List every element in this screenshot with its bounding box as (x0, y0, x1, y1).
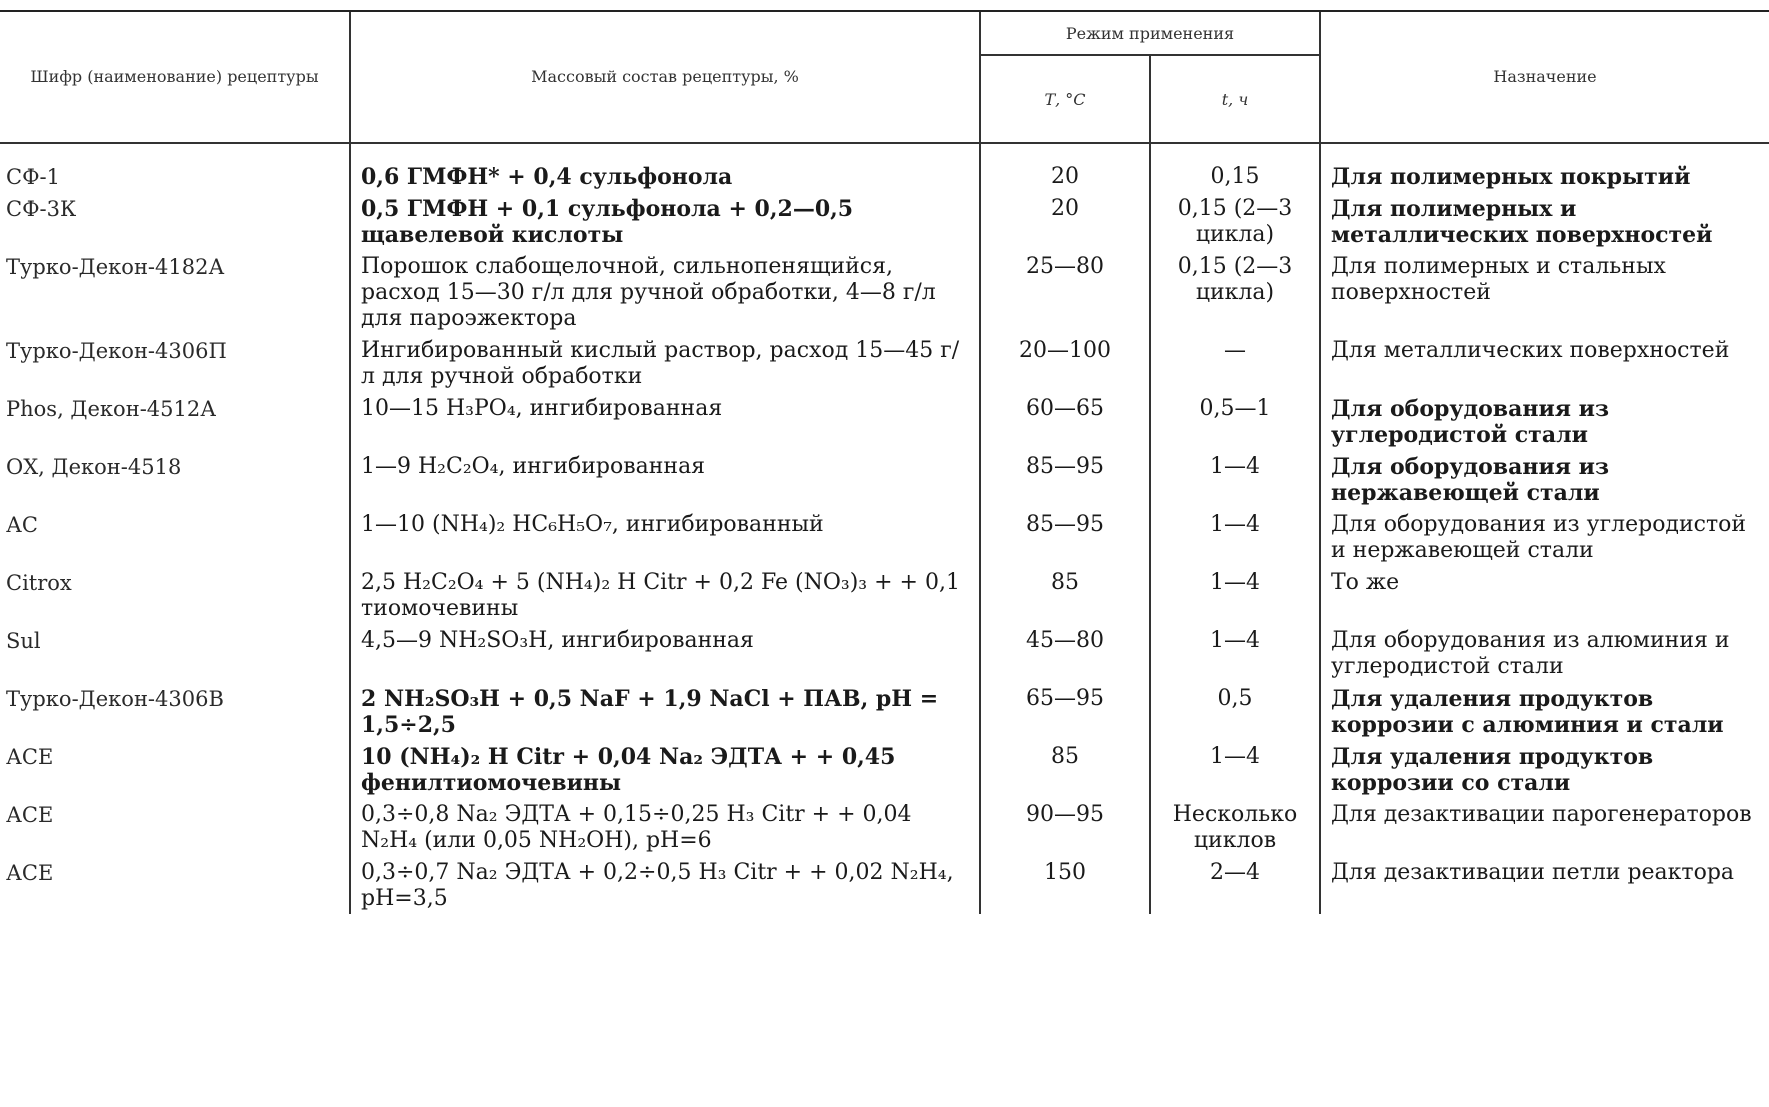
header-composition: Массовый состав рецептуры, % (350, 12, 980, 143)
cell-time: 2—4 (1150, 856, 1320, 914)
cell-composition: Порошок слабощелочной, сильнопенящийся, расход 15—30 г/л для ручной обработки, 4—8 г/л для пароэжектора (350, 250, 980, 334)
cell-purpose: Для полимерных и металлических поверхностей (1320, 192, 1769, 250)
cell-code: Турко-Декон-4182А (0, 250, 350, 334)
cell-temperature: 65—95 (980, 682, 1150, 740)
cell-composition: 0,3÷0,7 Na₂ ЭДТА + 0,2÷0,5 H₃ Citr + + 0,02 N₂H₄, pH=3,5 (350, 856, 980, 914)
cell-composition: 1—9 H₂C₂O₄, ингибированная (350, 450, 980, 508)
cell-time: 0,15 (1150, 143, 1320, 192)
cell-code: Phos, Декон-4512А (0, 392, 350, 450)
cell-temperature: 20 (980, 192, 1150, 250)
header-temperature: Т, °С (980, 55, 1150, 143)
cell-temperature: 85—95 (980, 508, 1150, 566)
cell-temperature: 90—95 (980, 798, 1150, 856)
cell-composition: 0,3÷0,8 Na₂ ЭДТА + 0,15÷0,25 H₃ Citr + + 0,04 N₂H₄ (или 0,05 NH₂OH), pH=6 (350, 798, 980, 856)
cell-purpose: Для дезактивации петли реактора (1320, 856, 1769, 914)
table-row (0, 624, 1769, 682)
cell-composition: 10 (NH₄)₂ H Citr + 0,04 Na₂ ЭДТА + + 0,45 фенилтиомочевины (350, 740, 980, 798)
cell-time: 0,15 (2—3 цикла) (1150, 250, 1320, 334)
header-time: t, ч (1150, 55, 1320, 143)
table-row (0, 450, 1769, 508)
cell-code: Sul (0, 624, 350, 682)
cell-purpose: То же (1320, 566, 1769, 624)
header-purpose: Назначение (1320, 12, 1769, 143)
cell-code: АСЕ (0, 740, 350, 798)
cell-temperature: 45—80 (980, 624, 1150, 682)
cell-purpose: Для оборудования из алюминия и углеродистой стали (1320, 624, 1769, 682)
cell-temperature: 20 (980, 143, 1150, 192)
cell-temperature: 150 (980, 856, 1150, 914)
cell-composition: 2 NH₂SO₃H + 0,5 NaF + 1,9 NaCl + ПАВ, pH = 1,5÷2,5 (350, 682, 980, 740)
cell-time: 0,15 (2—3 цикла) (1150, 192, 1320, 250)
cell-code: СФ-1 (0, 143, 350, 192)
cell-purpose: Для удаления продуктов коррозии со стали (1320, 740, 1769, 798)
cell-temperature: 85 (980, 740, 1150, 798)
cell-composition: 0,6 ГМФН* + 0,4 сульфонола (350, 143, 980, 192)
cell-code: АСЕ (0, 856, 350, 914)
cell-time: 0,5—1 (1150, 392, 1320, 450)
table-row (0, 566, 1769, 624)
cell-purpose: Для оборудования из углеродистой и нержавеющей стали (1320, 508, 1769, 566)
cell-composition: 10—15 H₃PO₄, ингибированная (350, 392, 980, 450)
cell-code: СФ-3К (0, 192, 350, 250)
cell-time: 1—4 (1150, 450, 1320, 508)
cell-composition: 2,5 H₂C₂O₄ + 5 (NH₄)₂ H Citr + 0,2 Fe (NO₃)₃ + + 0,1 тиомочевины (350, 566, 980, 624)
cell-code: АС (0, 508, 350, 566)
cell-purpose: Для оборудования из нержавеющей стали (1320, 450, 1769, 508)
table-row (0, 334, 1769, 392)
table-row (0, 798, 1769, 856)
cell-code: АСЕ (0, 798, 350, 856)
cell-temperature: 60—65 (980, 392, 1150, 450)
table-row (0, 143, 1769, 192)
cell-time: 1—4 (1150, 740, 1320, 798)
table-row (0, 856, 1769, 914)
table-row (0, 192, 1769, 250)
cell-code: Турко-Декон-4306П (0, 334, 350, 392)
cell-composition: Ингибированный кислый раствор, расход 15—45 г/л для ручной обработки (350, 334, 980, 392)
cell-composition: 4,5—9 NH₂SO₃H, ингибированная (350, 624, 980, 682)
cell-code: Citrox (0, 566, 350, 624)
cell-time: 1—4 (1150, 624, 1320, 682)
cell-purpose: Для металлических поверхностей (1320, 334, 1769, 392)
cell-code: ОХ, Декон-4518 (0, 450, 350, 508)
cell-temperature: 25—80 (980, 250, 1150, 334)
cell-time: 1—4 (1150, 508, 1320, 566)
table-row (0, 392, 1769, 450)
table-row (0, 740, 1769, 798)
cell-purpose: Для полимерных и стальных поверхностей (1320, 250, 1769, 334)
cell-temperature: 85—95 (980, 450, 1150, 508)
table-row (0, 682, 1769, 740)
cell-time: 1—4 (1150, 566, 1320, 624)
table-row (0, 508, 1769, 566)
cell-temperature: 20—100 (980, 334, 1150, 392)
cell-time: Несколько циклов (1150, 798, 1320, 856)
header-code: Шифр (наименование) рецептуры (0, 12, 350, 143)
cell-code: Турко-Декон-4306В (0, 682, 350, 740)
header-mode-group: Режим применения (980, 12, 1320, 55)
table-row (0, 250, 1769, 334)
decontamination-formulations-table (0, 12, 1769, 914)
cell-temperature: 85 (980, 566, 1150, 624)
cell-purpose: Для удаления продуктов коррозии с алюминия и стали (1320, 682, 1769, 740)
cell-composition: 1—10 (NH₄)₂ HC₆H₅O₇, ингибированный (350, 508, 980, 566)
cell-purpose: Для полимерных покрытий (1320, 143, 1769, 192)
cell-purpose: Для оборудования из углеродистой стали (1320, 392, 1769, 450)
cell-time: 0,5 (1150, 682, 1320, 740)
cell-composition: 0,5 ГМФН + 0,1 сульфонола + 0,2—0,5 щавелевой кислоты (350, 192, 980, 250)
cell-purpose: Для дезактивации парогенераторов (1320, 798, 1769, 856)
cell-time: — (1150, 334, 1320, 392)
